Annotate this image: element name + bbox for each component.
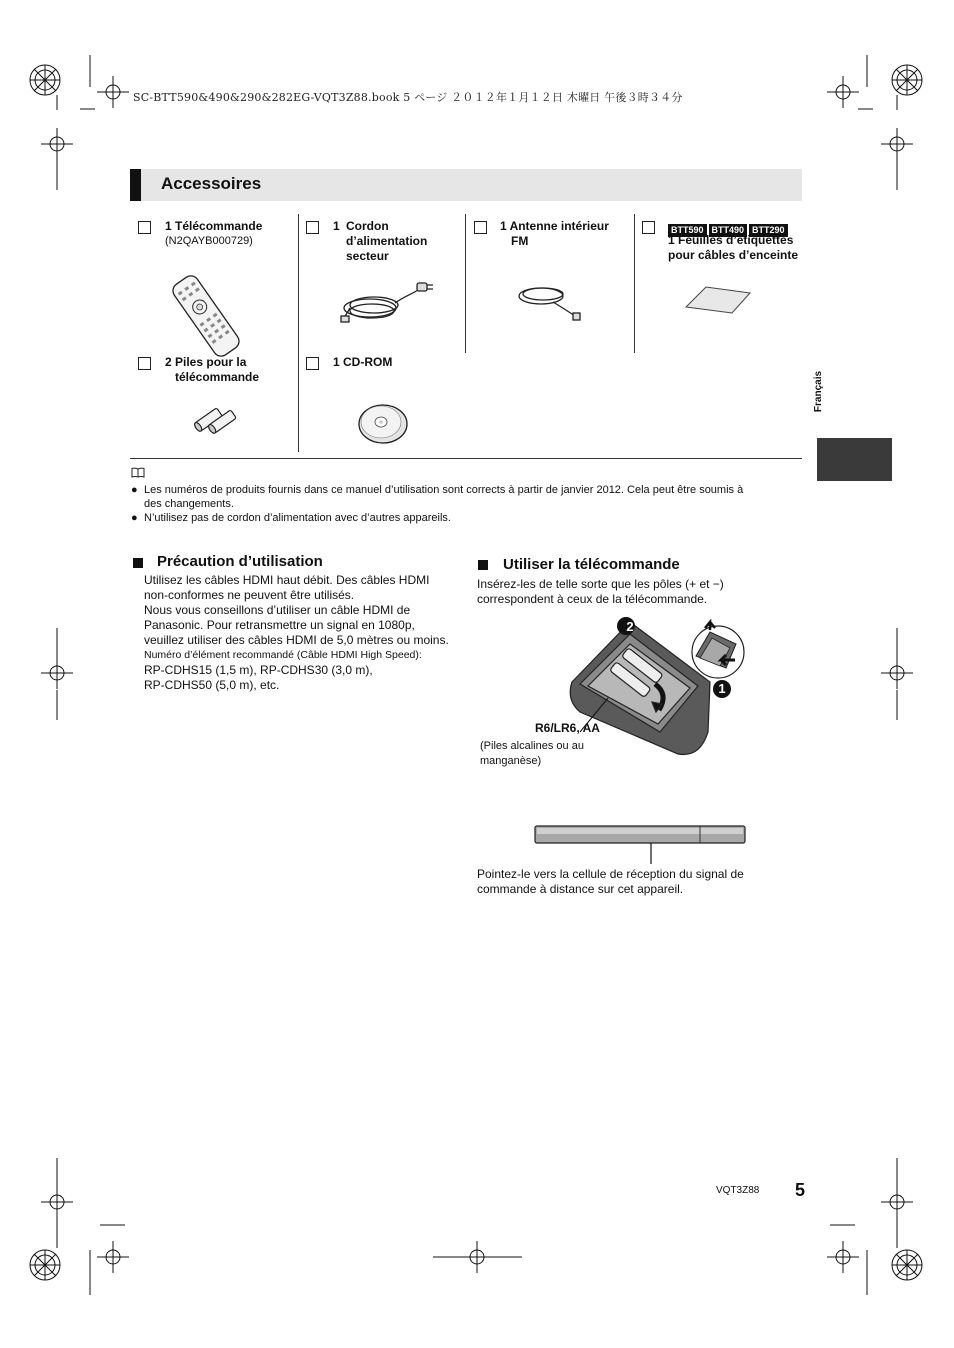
remote-use-line-2: correspondent à ceux de la télécommande. [477, 592, 708, 606]
remote-use-square-icon [478, 560, 488, 570]
remote-use-body [477, 577, 797, 607]
accessory-power-cord-qty: 1 [333, 219, 340, 233]
precaution-line-1: Utilisez les câbles HDMI haut débit. Des câbles HDMI [144, 573, 430, 587]
remote-use-title: Utiliser la télécommande [503, 556, 680, 573]
precaution-models-1: RP-CDHS15 (1,5 m), RP-CDHS30 (3,0 m), [144, 663, 373, 677]
note-book-icon [131, 467, 145, 478]
cdrom-illustration [357, 403, 409, 445]
accessory-fm-antenna [500, 219, 609, 249]
accessory-remote-code: (N2QAYB000729) [165, 235, 253, 247]
side-tab-block [817, 438, 892, 481]
accessory-fm-antenna-line1: 1 Antenne intérieur [500, 219, 609, 233]
badge-btt490: BTT490 [709, 224, 748, 237]
bullet-icon: ● [131, 512, 138, 524]
accessory-power-cord-line3: secteur [346, 249, 389, 263]
grid-divider-1 [298, 214, 299, 452]
side-language-text: Français [813, 370, 825, 413]
precaution-line-4: Panasonic. Pour retransmettre un signal en 1080p, [144, 618, 415, 632]
battery-note-line-1: (Piles alcalines ou au [480, 740, 584, 752]
checkbox-cdrom[interactable] [306, 357, 319, 370]
checkbox-power-cord[interactable] [306, 221, 319, 234]
precaution-models-2: RP-CDHS50 (5,0 m), etc. [144, 678, 280, 692]
accessory-cable-labels-line2: pour câbles d’enceinte [668, 248, 799, 262]
print-header-line: SC-BTT590&490&290&282EG-VQT3Z88.book 5 ページ ２０１２年１月１２日 木曜日 午後３時３４分 [133, 91, 683, 104]
section-title-bar [130, 169, 802, 201]
accessory-batteries-line1: 2 Piles pour la [165, 355, 247, 369]
batteries-illustration [192, 403, 238, 437]
section-title-mark [130, 169, 141, 201]
side-language-label [813, 364, 836, 424]
accessory-remote-label: 1 Télécommande [165, 219, 263, 233]
step-2-label: 2 [626, 619, 634, 634]
accessory-power-cord-line1: Cordon [346, 219, 389, 233]
battery-note [480, 739, 584, 769]
power-cord-illustration [340, 278, 435, 324]
note-2 [131, 511, 801, 525]
rosette-bottom-right [892, 1250, 922, 1280]
checkbox-cable-labels[interactable] [642, 221, 655, 234]
accessory-batteries [165, 355, 259, 385]
note-2-line: N’utilisez pas de cordon d’alimentation avec d’autres appareils. [144, 512, 451, 524]
bullet-icon: ● [131, 484, 138, 496]
accessory-cdrom-label: 1 CD-ROM [333, 355, 393, 369]
note-1 [131, 483, 801, 511]
grid-divider-3 [634, 214, 635, 353]
accessory-power-cord [346, 219, 427, 264]
precaution-line-5: veuillez utiliser des câbles HDMI de 5,0 mètres ou moins. [144, 633, 449, 647]
accessory-fm-antenna-line2: FM [511, 234, 529, 248]
checkbox-fm-antenna[interactable] [474, 221, 487, 234]
rosette-bottom-left [30, 1250, 60, 1280]
note-1-line2: des changements. [144, 498, 234, 510]
battery-type-label: R6/LR6, AA [535, 721, 600, 735]
label-sheet-illustration [684, 285, 752, 315]
page-number: 5 [795, 1180, 806, 1200]
battery-note-line-2: manganèse) [480, 755, 542, 767]
remote-control-illustration [168, 275, 244, 357]
grid-divider-2 [465, 214, 466, 353]
footer-doc-code: VQT3Z88 [716, 1185, 760, 1196]
main-unit-illustration [533, 824, 749, 866]
accessory-batteries-line2: télécommande [175, 370, 260, 384]
accessories-bottom-rule [130, 458, 802, 459]
rosette-top-left [30, 65, 60, 95]
section-title: Accessoires [161, 174, 262, 193]
badge-btt590: BTT590 [668, 224, 707, 237]
precaution-line-2: non-conformes ne peuvent être utilisés. [144, 588, 355, 602]
remote-use-line-1: Insérez-les de telle sorte que les pôles (+ et −) [477, 577, 724, 591]
accessory-remote [165, 219, 262, 248]
accessory-power-cord-line2: d’alimentation [346, 234, 428, 248]
precaution-small-line: Numéro d’élément recommandé (Câble HDMI High Speed): [144, 649, 422, 661]
checkbox-remote[interactable] [138, 221, 151, 234]
note-1-line1: Les numéros de produits fournis dans ce manuel d’utilisation sont corrects à partir de janvier 2012. Cela peut être soumis à [144, 484, 744, 496]
point-remote-line-1: Pointez-le vers la cellule de réception du signal de [477, 867, 744, 881]
accessory-cable-labels [668, 233, 798, 263]
badge-btt290: BTT290 [749, 224, 788, 237]
checkbox-batteries[interactable] [138, 357, 151, 370]
rosette-top-right [892, 65, 922, 95]
point-remote-line-2: commande à distance sur cet appareil. [477, 882, 684, 896]
accessory-cable-labels-line1: 1 Feuilles d’étiquettes [668, 233, 794, 247]
precaution-body [144, 573, 464, 693]
precaution-title: Précaution d’utilisation [157, 553, 323, 570]
point-remote-text [477, 867, 744, 897]
precaution-line-3: Nous vous conseillons d’utiliser un câble HDMI de [144, 603, 411, 617]
fm-antenna-illustration [513, 280, 585, 322]
precaution-square-icon [133, 558, 143, 568]
step-1-label: 1 [718, 681, 726, 696]
